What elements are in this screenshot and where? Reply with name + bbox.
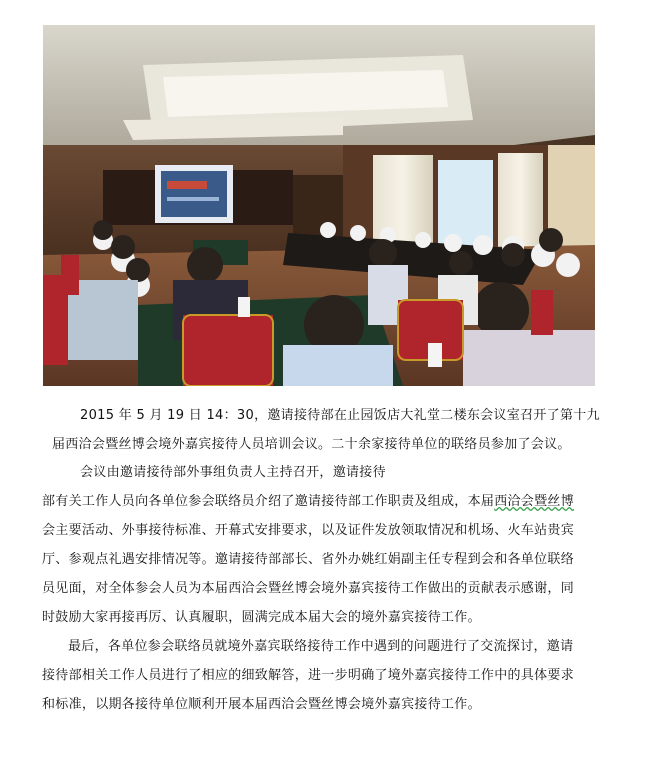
paragraph-2-line-2-text: 部有关工作人员向各单位参会联络员介绍了邀请接待部工作职责及组成，本届	[42, 494, 495, 509]
paragraph-2-line-1: 会议由邀请接待部外事组负责人主持召开，邀请接待	[80, 465, 386, 480]
paragraph-2-line-3: 会主要活动、外事接待标准、开幕式安排要求，以及证件发放领取情况和机场、火车站贵宾	[42, 523, 575, 538]
paragraph-2-line-4: 厅、参观点礼遇安排情况等。邀请接待部部长、省外办姚红娟副主任专程到会和各单位联络	[42, 552, 575, 567]
paragraph-1-line-2: 届西洽会暨丝博会境外嘉宾接待人员培训会议。二十余家接待单位的联络员参加了会议。	[52, 437, 571, 452]
paragraph-2-line-2	[42, 490, 574, 509]
meeting-photo	[43, 25, 595, 386]
paragraph-1-line-1: 2015 年 5 月 19 日 14：30，邀请接待部在止园饭店大礼堂二楼东会议室召开了第十九	[80, 408, 600, 423]
paragraph-2-line-6: 时鼓励大家再接再厉、认真履职，圆满完成本届大会的境外嘉宾接待工作。	[42, 610, 481, 625]
paragraph-2-line-5: 员见面，对全体参会人员为本届西洽会暨丝博会境外嘉宾接待工作做出的贡献表示感谢，同	[42, 581, 575, 596]
spellcheck-marked-text: 西洽会暨丝博	[494, 494, 575, 509]
paragraph-3-line-3: 和标准，以期各接待单位顺利开展本届西洽会暨丝博会境外嘉宾接待工作。	[42, 697, 481, 712]
paragraph-3-line-2: 接待部相关工作人员进行了相应的细致解答，进一步明确了境外嘉宾接待工作中的具体要求	[42, 668, 575, 683]
meeting-photo-image	[43, 25, 595, 386]
paragraph-3-line-1: 最后，各单位参会联络员就境外嘉宾联络接待工作中遇到的问题进行了交流探讨，邀请	[68, 639, 574, 654]
